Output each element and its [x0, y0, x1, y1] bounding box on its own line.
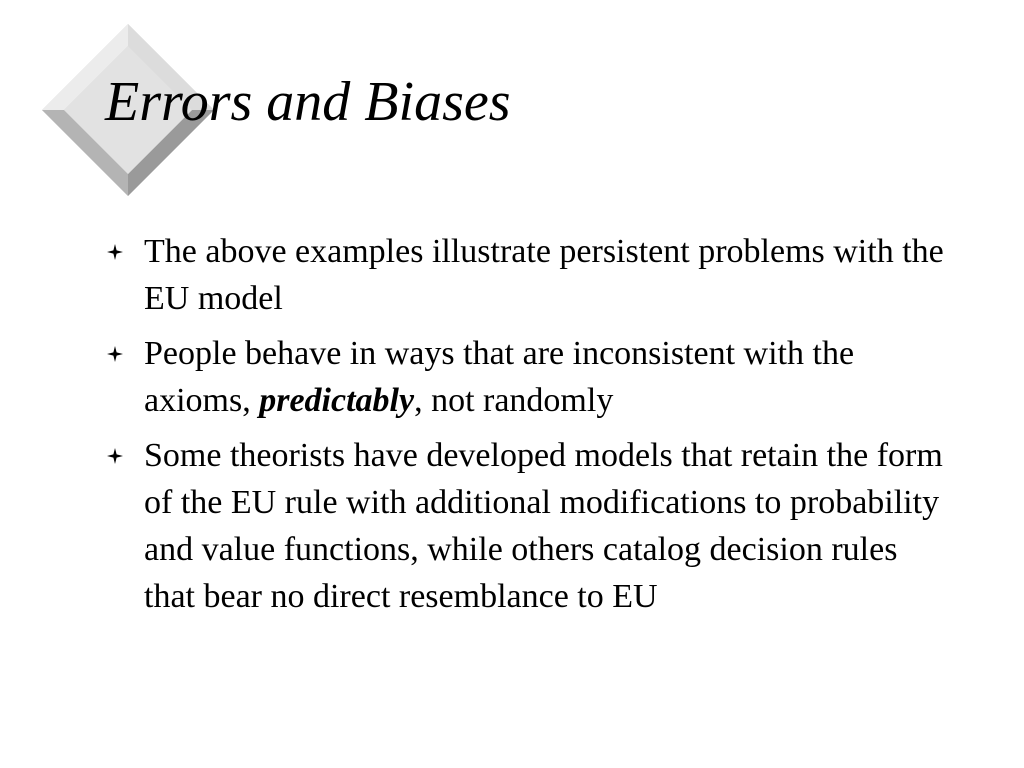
bullet-item [106, 228, 956, 322]
bullet-text: Some theorists have developed models that retain the form of the EU rule with additional modifications to probability and value functions, while others catalog decision rules that bear no direct resemblance to EU [144, 437, 943, 615]
bullet-text: The above examples illustrate persistent problems with the EU model [144, 233, 944, 317]
bullet-item [106, 330, 956, 424]
slide-title: Errors and Biases [105, 71, 511, 133]
bullet-item [106, 432, 956, 620]
bullet-text-before: People behave in ways that are inconsistent with the axioms, [144, 335, 855, 419]
bullet-text-emphasis: predictably [259, 382, 415, 419]
four-point-star-icon [106, 447, 124, 465]
four-point-star-icon [106, 243, 124, 261]
bullet-list [106, 228, 956, 628]
four-point-star-icon [106, 345, 124, 363]
bullet-text-after: , not randomly [414, 382, 614, 419]
